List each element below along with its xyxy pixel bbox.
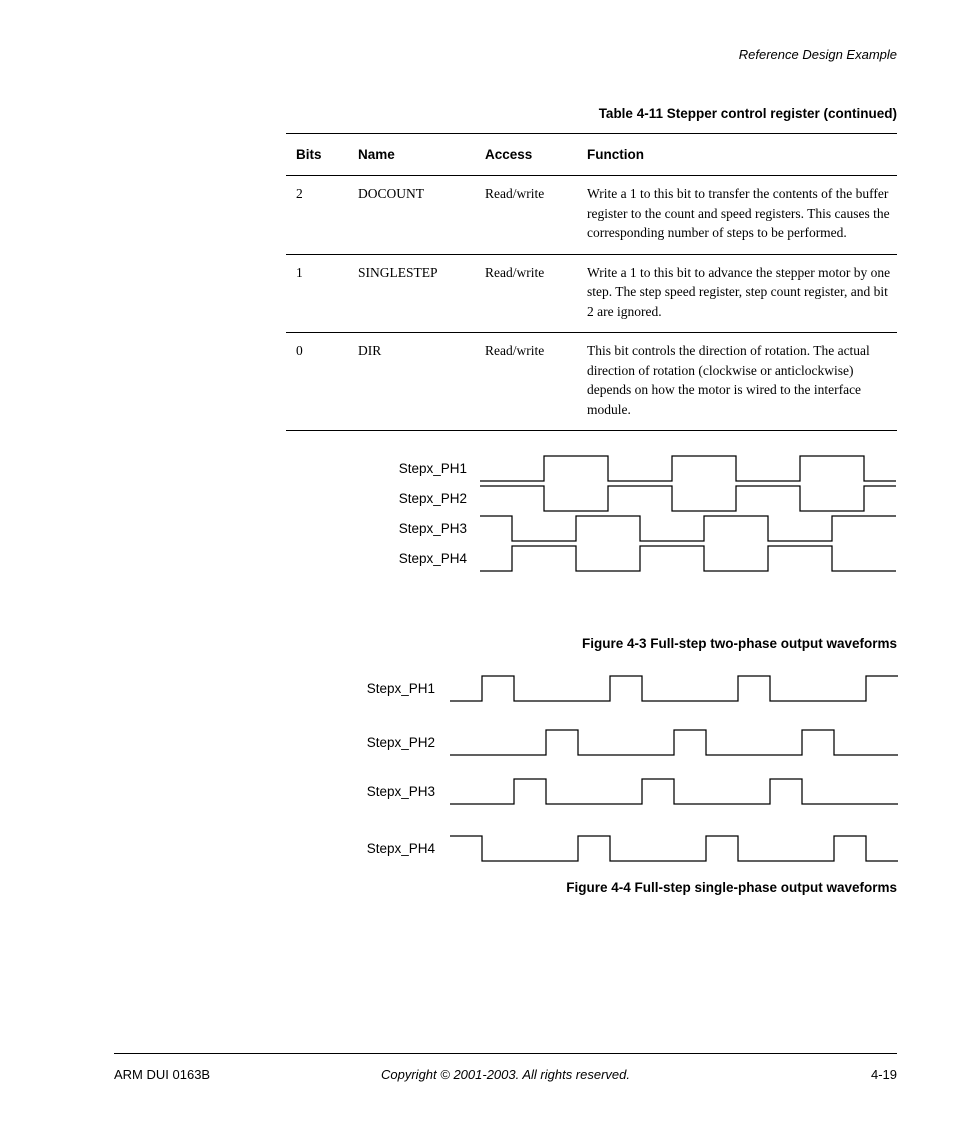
waveform-stepx-ph2 (480, 483, 896, 513)
table-row (286, 176, 897, 255)
waveform-label: Stepx_PH3 (366, 783, 435, 799)
waveform-stepx-ph1 (450, 673, 898, 703)
waveform-row (0, 833, 898, 863)
figure-4-3-caption: Figure 4-3 Full-step two-phase output waveforms (581, 636, 897, 651)
waveform-row (0, 776, 898, 806)
waveform-stepx-ph4 (450, 833, 898, 863)
cell-name: SINGLESTEP (348, 254, 475, 333)
waveform-label: Stepx_PH2 (398, 490, 467, 506)
cell-bits: 2 (296, 186, 303, 201)
table-row (286, 254, 897, 333)
footer-copyright: Copyright © 2001-2003. All rights reserved. (381, 1067, 630, 1082)
stepper-control-register-table (286, 133, 897, 431)
waveform-label: Stepx_PH4 (366, 840, 435, 856)
waveform-stepx-ph4 (480, 543, 896, 573)
column-header-bits: Bits (286, 134, 348, 176)
waveform-label: Stepx_PH4 (398, 550, 467, 566)
waveform-stepx-ph1 (480, 453, 896, 483)
footer-doc-number: ARM DUI 0163B (114, 1067, 211, 1082)
footer-page-number: 4-19 (870, 1067, 897, 1082)
cell-access: Read/write (475, 254, 577, 333)
waveform-stepx-ph3 (450, 776, 898, 806)
waveform-row (0, 727, 898, 757)
column-header-access: Access (475, 134, 577, 176)
waveform-stepx-ph3 (480, 513, 896, 543)
cell-function: This bit controls the direction of rotation. The actual direction of rotation (clockwise or anticlockwise) depends on how the motor is wired to the interface module. (577, 333, 897, 431)
waveform-label: Stepx_PH1 (366, 680, 435, 696)
cell-access: Read/write (475, 333, 577, 431)
waveform-row (0, 543, 896, 573)
cell-function: Write a 1 to this bit to advance the stepper motor by one step. The step speed register, step count register, and bit 2 are ignored. (577, 254, 897, 333)
waveform-stepx-ph2 (450, 727, 898, 757)
footer-rule (114, 1053, 897, 1054)
table-row (286, 333, 897, 431)
waveform-label: Stepx_PH2 (366, 734, 435, 750)
cell-bits: 0 (286, 333, 348, 431)
cell-bits: 1 (286, 254, 348, 333)
cell-name: DIR (348, 333, 475, 431)
waveform-row (0, 483, 896, 513)
cell-function: Write a 1 to this bit to transfer the contents of the buffer register to the count and speed registers. This causes the corresponding number of steps to be performed. (587, 186, 890, 240)
figure-4-3-waveforms (0, 453, 896, 573)
waveform-row (0, 513, 896, 543)
cell-name: DOCOUNT (358, 186, 424, 201)
waveform-row (0, 453, 896, 483)
waveform-row (0, 673, 898, 703)
waveform-label: Stepx_PH3 (398, 520, 467, 536)
figure-4-4-waveforms (0, 673, 898, 863)
cell-access: Read/write (485, 186, 545, 201)
waveform-label: Stepx_PH1 (398, 460, 467, 476)
running-header: Reference Design Example (738, 47, 897, 62)
column-header-name: Name (348, 134, 475, 176)
table-title: Table 4-11 Stepper control register (continued) (598, 106, 897, 121)
column-header-function: Function (577, 134, 897, 176)
table-header-row (286, 134, 897, 176)
figure-4-4-caption: Figure 4-4 Full-step single-phase output waveforms (566, 880, 897, 895)
